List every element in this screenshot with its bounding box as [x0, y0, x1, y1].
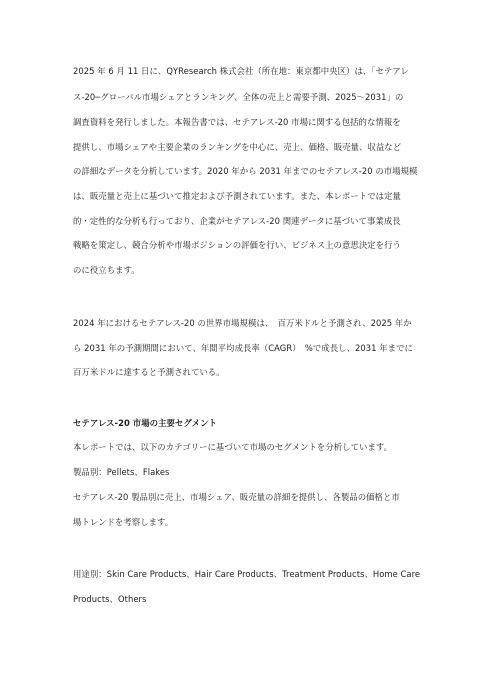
intro-line: 提供し、市場シェアや主要企業のランキングを中心に、売上、価格、販売量、収益など — [73, 142, 402, 152]
product-desc-line: セテアレス-20 製品別に売上、市場シェア、販売量の詳細を提供し、各製品の価格と市 — [73, 492, 400, 502]
intro-line: 調査資料を発行しました。本報告書では、セテアレス-20 市場に関する包括的な情報を — [73, 117, 401, 127]
intro-line: の詳細なデータを分析しています。2020 年から 2031 年までのセテアレス-20 の市場規模 — [73, 166, 418, 176]
intro-line: 的・定性的な分析も行っており、企業がセテアレス-20 関連データに基づいて事業成長 — [73, 216, 401, 226]
intro-line: ス-20─グローバル市場シェアとランキング、全体の売上と需要予測、2025〜2031」の — [73, 92, 404, 102]
product-segment: 製品別：Pellets、Flakes — [73, 467, 170, 477]
intro-line: 2025 年 6 月 11 日に、QYResearch 株式会社（所在地：東京都中央区）は、「セテアレ — [73, 66, 409, 76]
segments-intro: 本レポートでは、以下のカテゴリーに基づいて市場のセグメントを分析しています。 — [73, 442, 393, 452]
intro-line: のに役立ちます。 — [73, 265, 140, 275]
product-desc-line: 場トレンドを考察します。 — [73, 517, 174, 527]
market-line: 2024 年におけるセテアレス-20 の世界市場規模は、 百万米ドルと予測され、2025 年か — [73, 318, 412, 328]
segments-heading: セテアレス-20 市場の主要セグメント — [73, 418, 217, 428]
application-line: Products、Others — [73, 594, 147, 604]
market-line: ら 2031 年の予測期間において、年間平均成長率（CAGR） %で成長し、2031 年までに — [73, 343, 413, 353]
intro-line: 戦略を策定し、競合分析や市場ポジションの評価を行い、ビジネス上の意思決定を行う — [73, 240, 401, 250]
market-line: 百万米ドルに達すると予測されている。 — [73, 367, 225, 377]
application-line: 用途別：Skin Care Products、Hair Care Products、Treatment Products、Home Care — [73, 569, 421, 579]
intro-line: は、販売量と売上に基づいて推定および予測されています。また、本レポートでは定量 — [73, 191, 401, 201]
